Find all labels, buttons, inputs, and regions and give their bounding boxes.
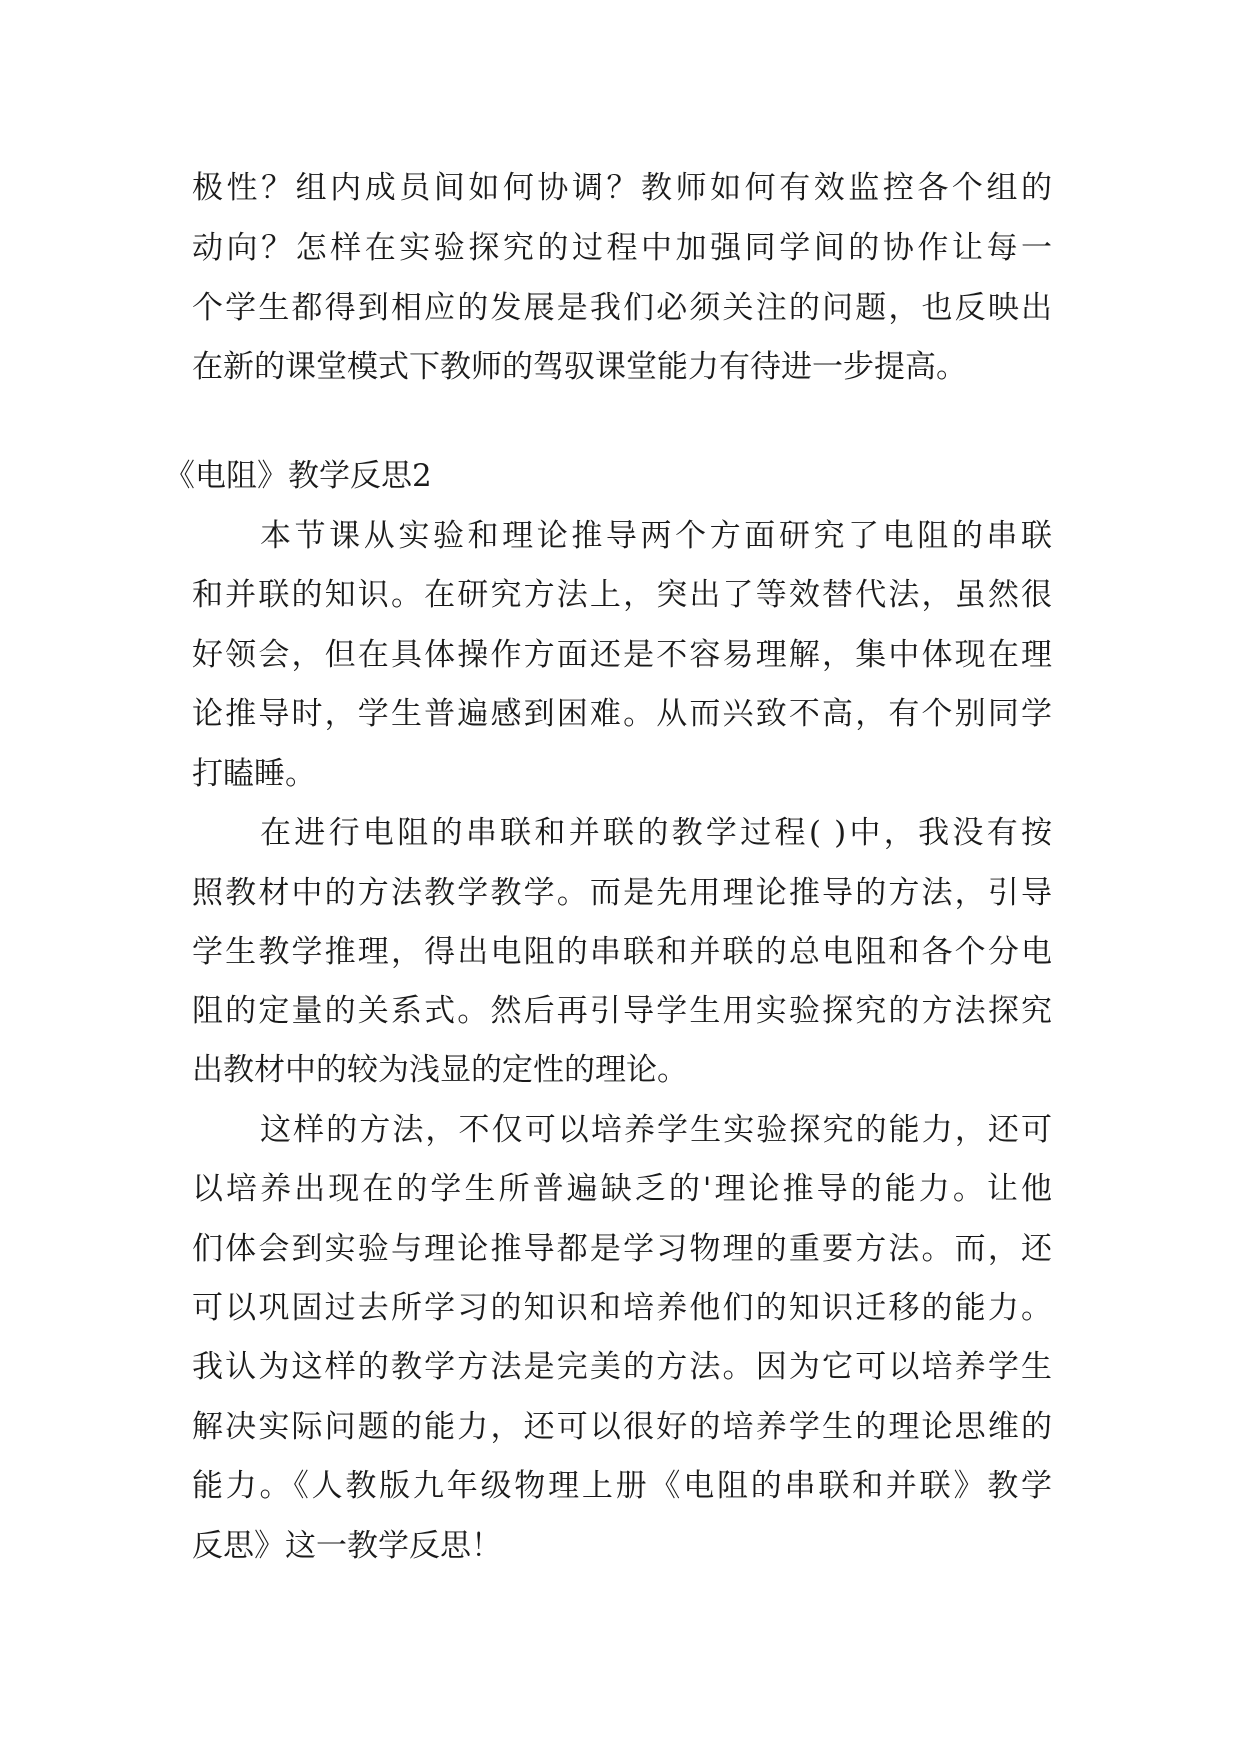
text-line: 以培养出现在的学生所普遍缺乏的'理论推导的能力。让他 <box>192 1171 1052 1207</box>
text-line: 能力。《人教版九年级物理上册《电阻的串联和并联》教学 <box>192 1468 1052 1504</box>
text-line: 这样的方法，不仅可以培养学生实验探究的能力，还可 <box>260 1112 1052 1148</box>
text-line: 照教材中的方法教学教学。而是先用理论推导的方法，引导 <box>192 875 1052 911</box>
text-line: 反思》这一教学反思！ <box>192 1528 502 1564</box>
text-line: 在新的课堂模式下教师的驾驭课堂能力有待进一步提高。 <box>192 349 967 385</box>
text-line: 极性？组内成员间如何协调？教师如何有效监控各个组的 <box>192 170 1052 206</box>
text-line: 我认为这样的教学方法是完美的方法。因为它可以培养学生 <box>192 1349 1052 1385</box>
text-line: 在进行电阻的串联和并联的教学过程( )中，我没有按 <box>260 815 1052 851</box>
text-line: 个学生都得到相应的发展是我们必须关注的问题，也反映出 <box>192 290 1052 326</box>
text-line: 和并联的知识。在研究方法上，突出了等效替代法，虽然很 <box>192 577 1052 613</box>
section-heading: 《电阻》教学反思2 <box>164 458 432 494</box>
text-line: 打瞌睡。 <box>192 756 316 792</box>
text-line: 本节课从实验和理论推导两个方面研究了电阻的串联 <box>260 518 1052 554</box>
text-line: 们体会到实验与理论推导都是学习物理的重要方法。而，还 <box>192 1231 1052 1267</box>
text-line: 出教材中的较为浅显的定性的理论。 <box>192 1052 688 1088</box>
text-line: 好领会，但在具体操作方面还是不容易理解，集中体现在理 <box>192 637 1052 673</box>
text-line: 阻的定量的关系式。然后再引导学生用实验探究的方法探究 <box>192 993 1052 1029</box>
text-line: 论推导时，学生普遍感到困难。从而兴致不高，有个别同学 <box>192 696 1052 732</box>
text-line: 可以巩固过去所学习的知识和培养他们的知识迁移的能力。 <box>192 1290 1052 1326</box>
text-line: 学生教学推理，得出电阻的串联和并联的总电阻和各个分电 <box>192 934 1052 970</box>
text-line: 动向？怎样在实验探究的过程中加强同学间的协作让每一 <box>192 230 1052 266</box>
text-line: 解决实际问题的能力，还可以很好的培养学生的理论思维的 <box>192 1409 1052 1445</box>
